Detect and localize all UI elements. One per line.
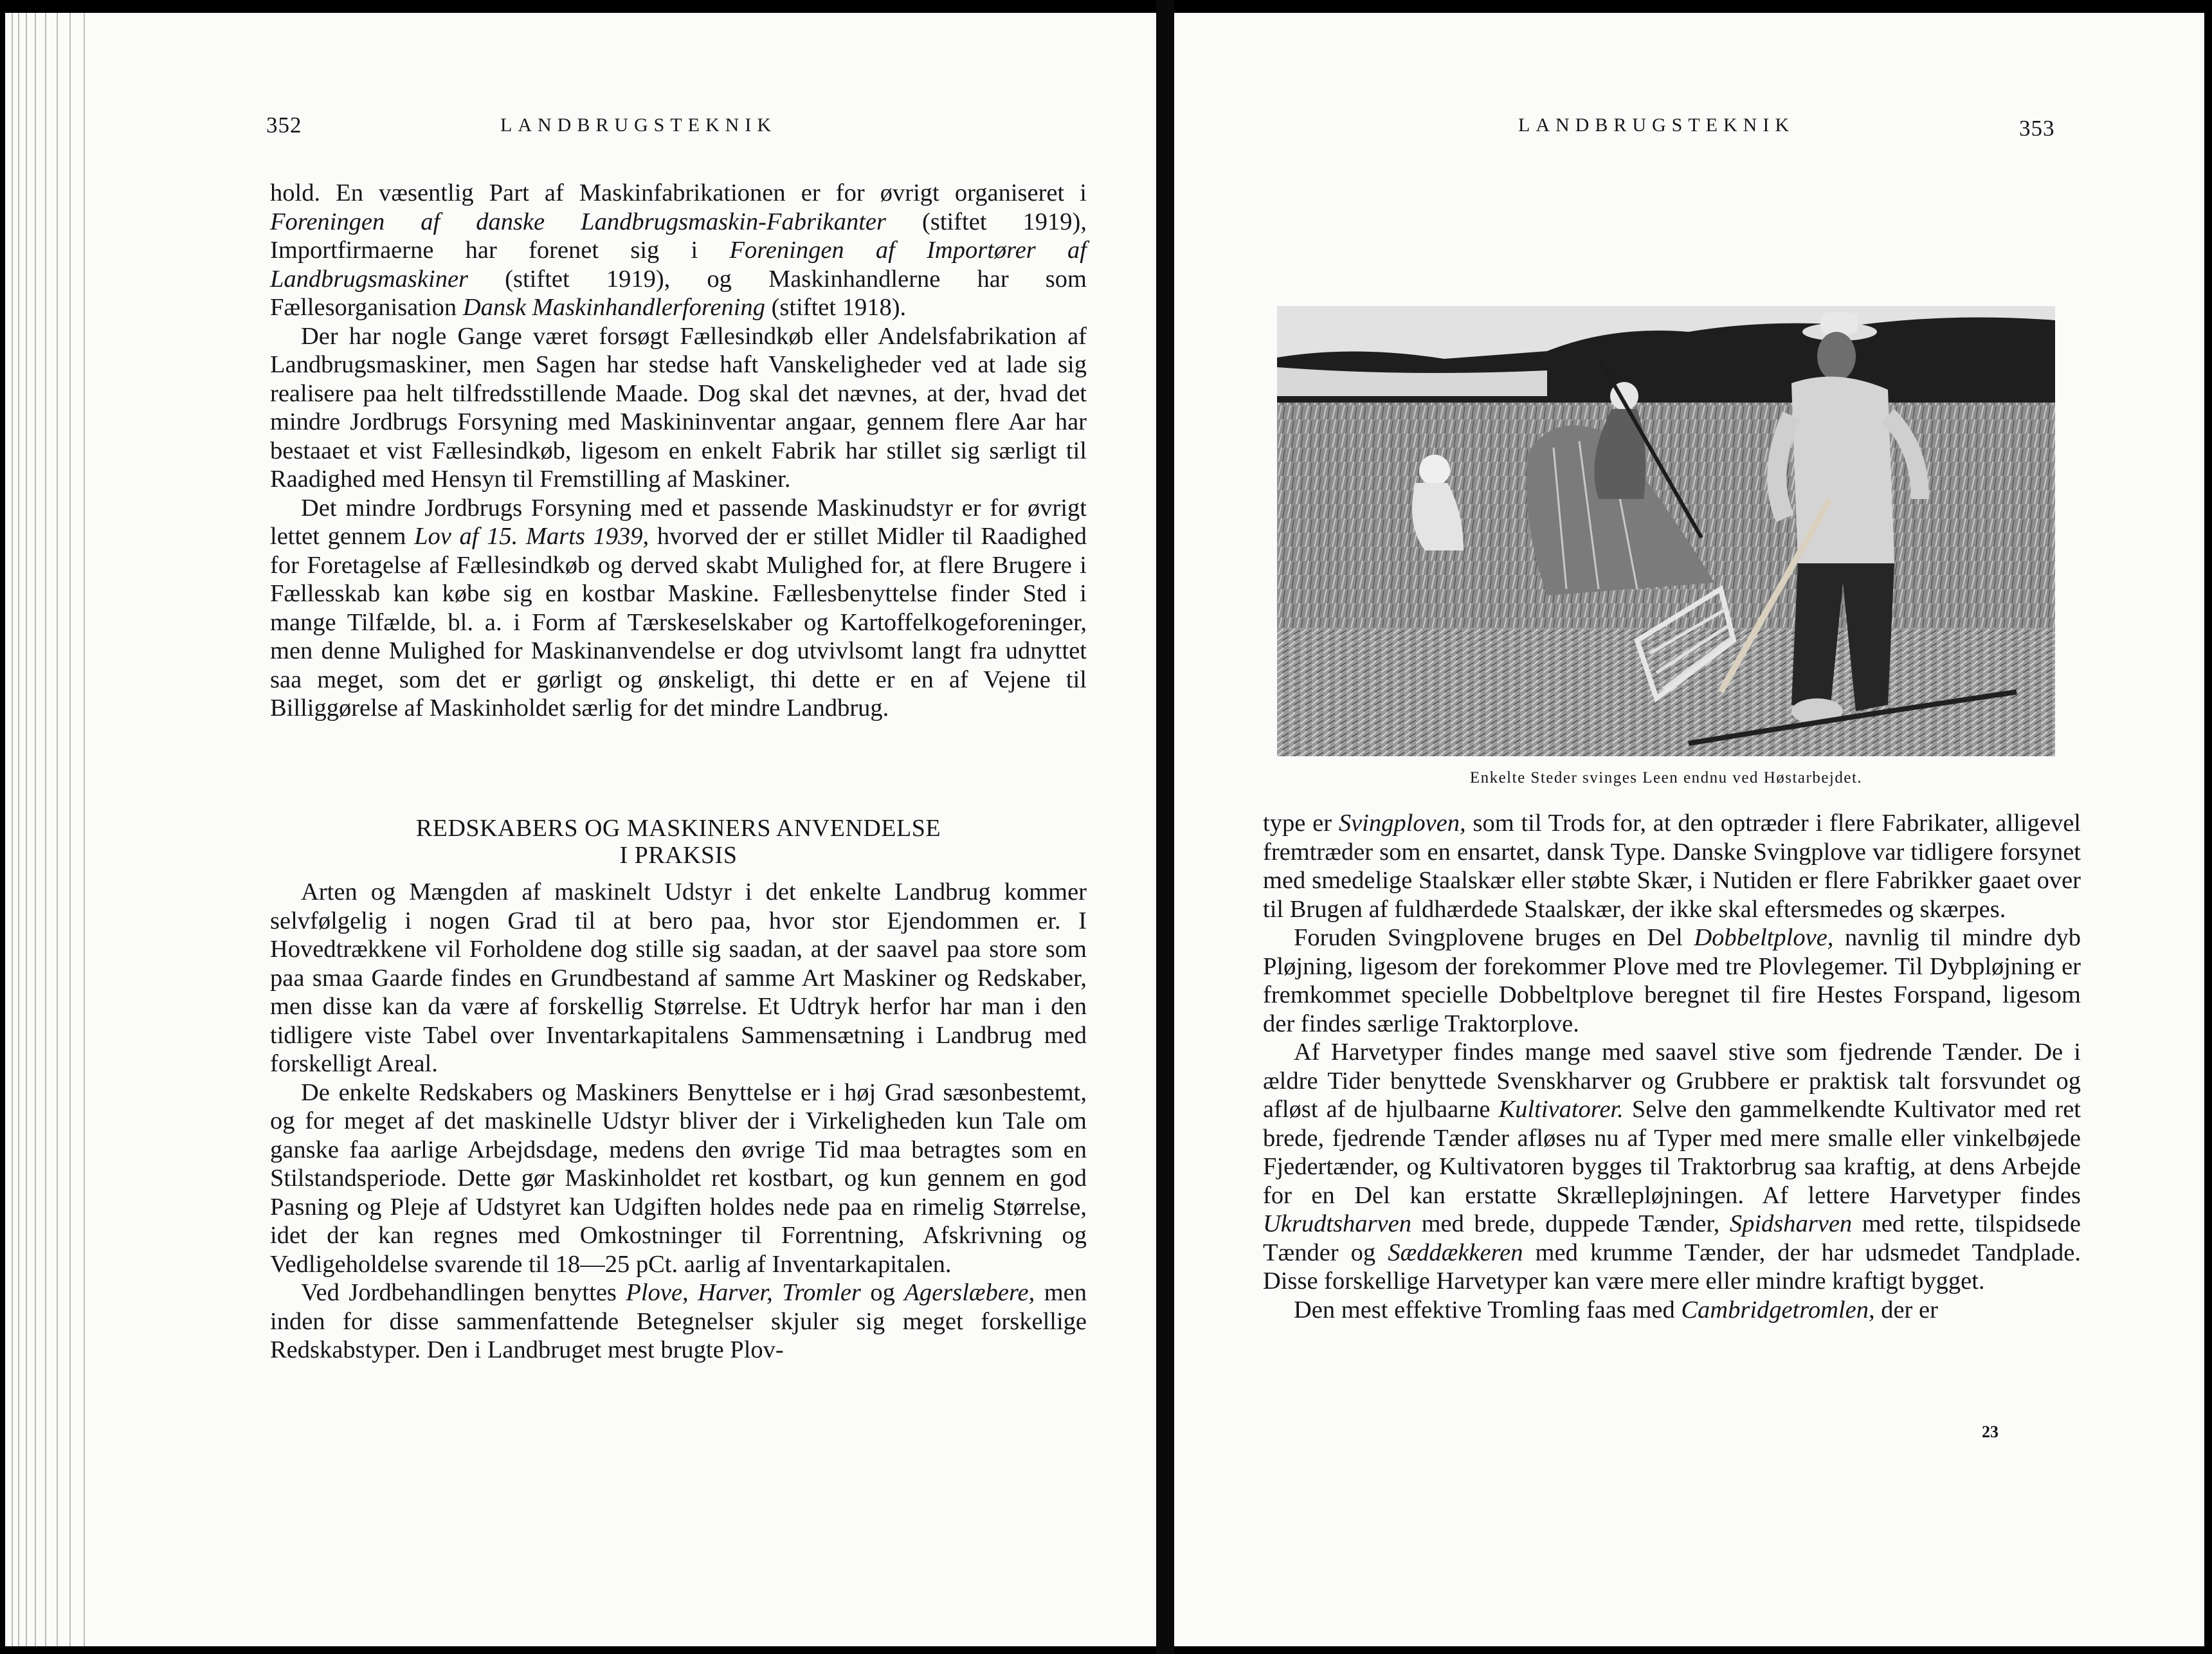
- paragraph: [270, 494, 1087, 723]
- page-edge: [5, 13, 85, 1646]
- italic-term: Svingploven,: [1338, 810, 1466, 837]
- italic-term: Agerslæbere,: [904, 1279, 1035, 1306]
- italic-term: Spidsharven: [1729, 1210, 1853, 1237]
- paragraph: [270, 878, 1087, 1078]
- paragraph: [270, 322, 1087, 494]
- paragraph-group: [1263, 809, 2081, 1324]
- italic-term: Dobbeltplove,: [1694, 924, 1834, 951]
- paragraph-group: [270, 878, 1087, 1365]
- text-run: Arten og Mængden af maskinelt Udstyr i det enkelte Landbrug kommer selvfølgelig i nogen Grad til at bero paa, hvor stor Ejendommen er. I Hovedtrækkene vil Forholdene dog stille sig saadan, at der saavel paa store som paa smaa Gaarde findes en Grundbestand af samme Art Maskiner og Redskaber, men disse kan da være af forskellig Størrelse. Et Udtryk herfor har man i den tidligere viste Tabel over Inventarkapitalens Sammensætning i Landbrug med forskelligt Areal.: [270, 878, 1087, 1077]
- page-number: 352: [266, 113, 302, 138]
- paragraph: [1263, 1296, 2081, 1325]
- text-run: der er: [1874, 1296, 1938, 1323]
- text-run: som til Trods for, at den optræder i flere Fabrikater, alligevel fremtræder som en ensartet, dansk Type. Danske Svingplove var tidligere forsynet med smedelige Staalskær eller støbte Skær, i Nutiden er flere Fabrikker gaaet over til Brugen af fuldhærdede Staalskær, der ikke skal eftersmedes og skærpes.: [1263, 810, 2081, 923]
- body-text-top: [270, 179, 1087, 723]
- italic-term: Foreningen af danske Landbrugsmaskin-Fabrikanter: [270, 208, 886, 235]
- text-run: Foruden Svingplovene bruges en Del: [1294, 924, 1694, 951]
- text-run: med brede, duppede Tænder,: [1411, 1210, 1730, 1237]
- right-page: [1174, 13, 2204, 1646]
- italic-term: Lov af 15. Marts 1939,: [414, 523, 649, 550]
- running-head: LANDBRUGSTEKNIK: [1518, 114, 1795, 136]
- italic-term: Cambridgetromlen,: [1681, 1296, 1875, 1323]
- italic-term: Dansk Maskinhandlerforening: [462, 294, 765, 321]
- text-run: (stiftet 1919), og Maskinhandlerne har som Fællesorganisation: [270, 265, 1087, 321]
- text-run: hold. En væsentlig Part af Maskinfabrikationen er for øvrigt organiseret i: [270, 179, 1087, 206]
- body-text: [1263, 809, 2081, 1324]
- page-number: 353: [2019, 116, 2055, 141]
- text-run: Der har nogle Gange været forsøgt Fællesindkøb eller Andelsfabrikation af Landbrugsmaskiner, men Sagen har stedse haft Vanskeligheder ved at lade sig realisere paa helt tilfredsstillende Maade. Dog skal det nævnes, at der, hvad det mindre Jordbrugs Forsyning med Maskininventar angaar, gennem flere Aar har bestaaet et vist Fællesindkøb, ligesom en enkelt Fabrik har stillet sig særligt til Raadighed med Hensyn til Fremstilling af Maskiner.: [270, 322, 1087, 493]
- italic-term: Foreningen af Importører af Landbrugsmaskiner: [270, 237, 1087, 293]
- text-run: Det mindre Jordbrugs Forsyning med et passende Maskinudstyr er for øvrigt lettet gennem: [270, 494, 1087, 550]
- running-head: LANDBRUGSTEKNIK: [500, 114, 777, 136]
- book-gutter: [1156, 0, 1174, 1654]
- text-run: navnlig til mindre dyb Pløjning, ligesom der forekommer Plove med tre Plovlegemer. Til Dybpløjning er fremkommet specielle Dobbeltplove beregnet til fire Hestes Forspand, ligesom der findes særlige Traktorplove.: [1263, 924, 2081, 1037]
- text-run: hvorved der er stillet Midler til Raadighed for Foretagelse af Fællesindkøb og derved skabt Mulighed for, at flere Brugere i Fællesskab kan købe sig en kostbar Maskine. Fællesbenyttelse finder Sted i mange Tilfælde, bl. a. i Form af Tærskeselskaber og Kartoffelkogeforeninger, men denne Mulighed for Maskinanvendelse er dog utvivlsomt langt fra udnyttet saa meget, som det er gørligt og ønskeligt, thi dette er en af Vejene til Billiggørelse af Maskinholdet særlig for det mindre Landbrug.: [270, 523, 1087, 722]
- paragraph-group: [270, 179, 1087, 723]
- text-run: (stiftet 1919), Importfirmaerne har forenet sig i: [270, 208, 1087, 264]
- text-run: Ved Jordbehandlingen benyttes: [301, 1279, 626, 1306]
- signature-mark: 23: [1982, 1422, 1999, 1441]
- italic-term: Plove, Harver, Tromler: [626, 1279, 861, 1306]
- section-heading: [270, 815, 1087, 869]
- italic-term: Kultivatorer.: [1498, 1096, 1624, 1123]
- paragraph: [270, 179, 1087, 322]
- italic-term: Sæddækkeren: [1388, 1239, 1523, 1266]
- text-run: Selve den gammelkendte Kultivator med ret brede, fjedrende Tænder afløses nu af Typer med mere smalle eller vinkelbøjede Fjedertænder, og Kultivatoren bygges til Traktorbrug saa kraftig, at dens Arbejde for en Del kan erstatte Skrællepløjningen. Af lettere Harvetyper findes: [1263, 1096, 2081, 1209]
- paragraph: [270, 1078, 1087, 1279]
- paragraph: [1263, 923, 2081, 1038]
- body-text-bottom: [270, 878, 1087, 1365]
- paragraph: [270, 1278, 1087, 1365]
- text-run: men inden for disse sammenfattende Betegnelser skjuler sig meget forskellige Redskabstyper. Den i Landbruget mest brugte Plov-: [270, 1279, 1087, 1363]
- text-run: (stiftet 1918).: [765, 294, 907, 321]
- harvest-scene-image: [1277, 306, 2055, 756]
- left-page: [5, 13, 1156, 1646]
- text-run: Den mest effektive Tromling faas med: [1294, 1296, 1682, 1323]
- text-run: De enkelte Redskabers og Maskiners Benyttelse er i høj Grad sæsonbestemt, og for meget af det maskinelle Udstyr bliver der i Virkeligheden kun Tale om ganske faa aarlige Arbejdsdage, medens den øvrige Tid maa betragtes som en Stilstandsperiode. Dette gør Maskinholdet ret kostbart, og kun gennem en god Pasning og Pleje af Udstyret kan Udgiften holdes nede paa en rimelig Størrelse, idet der kan regnes med Omkostninger til Forrentning, Afskrivning og Vedligeholdelse svarende til 18—25 pCt. aarlig af Inventarkapitalen.: [270, 1078, 1087, 1278]
- text-run: Af Harvetyper findes mange med saavel stive som fjedrende Tænder. De i ældre Tider benyttede Svenskharver og Grubbere er praktisk talt forsvundet og afløst af de hjulbaarne: [1263, 1039, 2081, 1123]
- section-heading-line: I PRAKSIS: [619, 842, 738, 869]
- italic-term: Ukrudtsharven: [1263, 1210, 1411, 1237]
- text-run: og: [860, 1279, 905, 1306]
- text-run: med krumme Tænder, der har udsmedet Tandplade. Disse forskellige Harvetyper kan være mere eller mindre kraftigt bygget.: [1263, 1239, 2081, 1295]
- paragraph: [1263, 809, 2081, 923]
- photo-caption: Enkelte Steder svinges Leen endnu ved Høstarbejdet.: [1469, 769, 1863, 786]
- paragraph: [1263, 1038, 2081, 1296]
- text-run: type er: [1263, 810, 1339, 837]
- section-heading-line: REDSKABERS OG MASKINERS ANVENDELSE: [415, 815, 941, 842]
- harvest-photo: [1277, 306, 2055, 756]
- text-run: med rette, tilspidsede Tænder og: [1263, 1210, 2081, 1266]
